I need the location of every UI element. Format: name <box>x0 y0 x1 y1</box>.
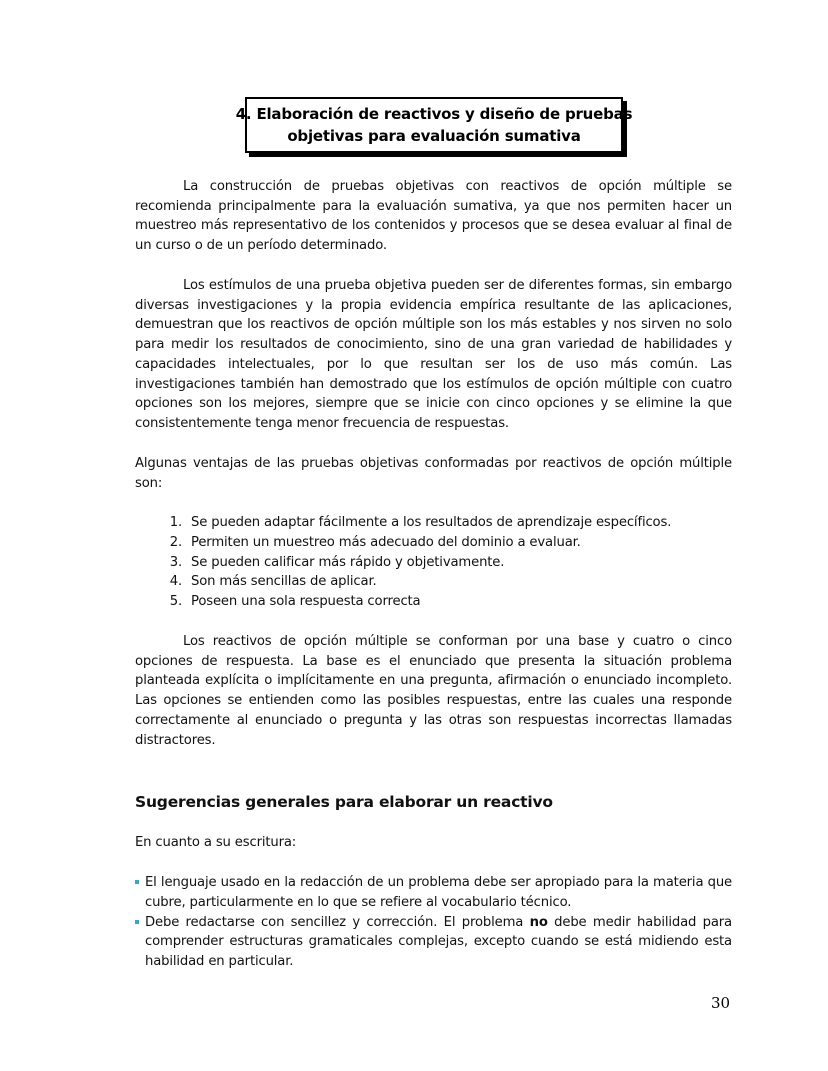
chapter-title-line-2: objetivas para evaluación sumativa <box>287 127 581 145</box>
list-item <box>135 913 732 972</box>
chapter-title-box <box>235 97 633 153</box>
list-item <box>135 533 732 553</box>
list-item <box>135 513 732 533</box>
paragraph-writing-intro: En cuanto a su escritura: <box>135 835 297 850</box>
chapter-title-line-1: 4. Elaboración de reactivos y diseño de pruebas <box>235 105 633 123</box>
list-item <box>135 572 732 592</box>
paragraph-stimuli: Los estímulos de una prueba objetiva pueden ser de diferentes formas, sin embargo diversas investigaciones y la propia evidencia empírica resultante de las aplicaciones, demuestran que los reactivos de opción múltiple son los más estables y nos sirven no solo para medir los resultados de conocimiento, sino de una gran variedad de habilidades y capacidades intelectuales, por lo que resultan ser los de uso más común. Las investigaciones también han demostrado que los estímulos de opción múltiple con cuatro opciones son los mejores, siempre que se inicie con cinco opciones y se elimine la que consistentemente tenga menor frecuencia de respuestas. <box>135 278 732 431</box>
square-bullet-icon <box>135 880 139 884</box>
suggestions-list <box>135 873 732 972</box>
bullet-text-start: Debe redactarse con sencillez y corrección. El problema <box>145 914 530 930</box>
bullet-text-emphasis: no <box>529 914 548 930</box>
square-bullet-icon <box>135 920 139 924</box>
list-item-text: Poseen una sola respuesta correcta <box>191 594 421 610</box>
list-item-number: 2. <box>169 534 182 550</box>
section-heading: Sugerencias generales para elaborar un reactivo <box>135 793 553 811</box>
page-number: 30 <box>711 994 731 1012</box>
paragraph-intro: La construcción de pruebas objetivas con reactivos de opción múltiple se recomienda principalmente para la evaluación sumativa, ya que nos permiten hacer un muestreo más representativo de los contenidos y procesos que se desea evaluar al final de un curso o de un período determinado. <box>135 179 732 254</box>
list-item-number: 1. <box>169 515 182 530</box>
list-item-text: Se pueden adaptar fácilmente a los resultados de aprendizaje específicos. <box>191 515 672 530</box>
list-item-number: 5. <box>169 594 182 610</box>
list-item <box>135 553 732 573</box>
bullet-text <box>145 915 732 970</box>
list-item-number: 3. <box>169 554 182 570</box>
list-item-number: 4. <box>169 574 182 590</box>
list-item-text: Son más sencillas de aplicar. <box>191 574 377 590</box>
list-item-text: Permiten un muestreo más adecuado del dominio a evaluar. <box>191 534 581 550</box>
bullet-text-end: debe medir habilidad para comprender estructuras gramaticales complejas, excepto cuando se está midiendo esta habilidad en particular. <box>145 914 732 970</box>
list-item <box>135 592 732 612</box>
paragraph-advantages-intro: Algunas ventajas de las pruebas objetivas conformadas por reactivos de opción múltiple son: <box>135 456 732 491</box>
advantages-list <box>135 513 732 612</box>
list-item <box>135 873 732 913</box>
bullet-text: El lenguaje usado en la redacción de un problema debe ser apropiado para la materia que cubre, particularmente en lo que se refiere al vocabulario técnico. <box>145 875 732 910</box>
list-item-text: Se pueden calificar más rápido y objetivamente. <box>191 554 505 570</box>
paragraph-structure: Los reactivos de opción múltiple se conforman por una base y cuatro o cinco opciones de respuesta. La base es el enunciado que presenta la situación problema planteada explícita o implícitamente en una pregunta, afirmación o enunciado incompleto. Las opciones se entienden como las posibles respuestas, entre las cuales una responde correctamente al enunciado o pregunta y las otras son respuestas incorrectas llamadas distractores. <box>135 634 732 748</box>
